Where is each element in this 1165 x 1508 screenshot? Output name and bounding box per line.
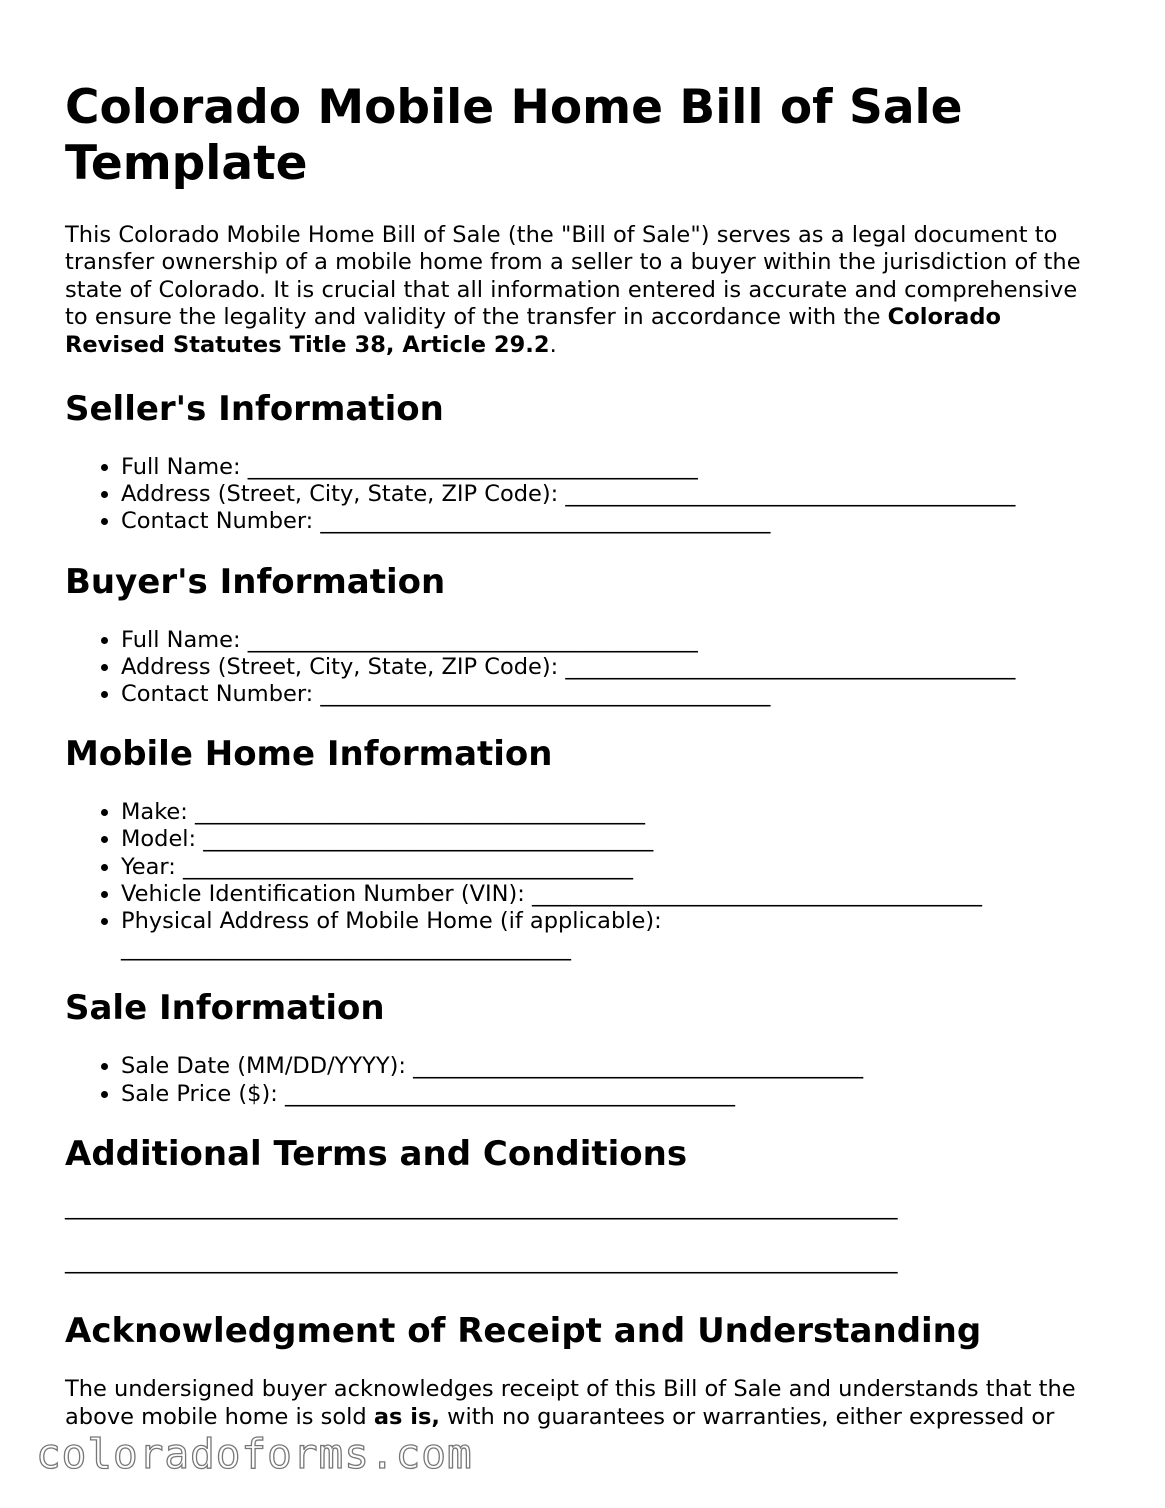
buyer-address-field[interactable]: • Address (Street, City, State, ZIP Code): ________________________________________ (121, 654, 1105, 681)
seller-contact-field[interactable]: • Contact Number: ________________________________________ (121, 508, 1105, 535)
watermark: coloradoforms.com (36, 1430, 473, 1478)
sale-heading: Sale Information (65, 988, 385, 1029)
acknowledgment-heading: Acknowledgment of Receipt and Understanding (65, 1311, 982, 1352)
seller-list (65, 454, 1105, 536)
buyer-heading: Buyer's Information (65, 561, 446, 602)
sale-list (65, 1053, 1105, 1107)
intro-paragraph (65, 222, 1105, 359)
seller-address-field[interactable]: • Address (Street, City, State, ZIP Code): ________________________________________ (121, 481, 1105, 508)
vin-field[interactable]: • Vehicle Identification Number (VIN): ________________________________________ (121, 881, 1105, 908)
sale-price-field[interactable]: • Sale Price ($): ________________________________________ (121, 1081, 1105, 1108)
statute-reference: Colorado Revised Statutes Title 38, Article 29.2 (65, 304, 1002, 358)
sale-date-field[interactable]: • Sale Date (MM/DD/YYYY): ________________________________________ (121, 1053, 1105, 1080)
intro-text: This Colorado Mobile Home Bill of Sale (the "Bill of Sale") serves as a legal document to transfer ownership of a mobile home from a seller to a buyer within the jurisdiction of the state of Colorado. It is crucial that all information entered is accurate and comprehensive to ensure the legality and validity of the transfer in accordance with the (65, 222, 1081, 331)
mobile-home-list (65, 799, 1105, 962)
ack-text-after: with no guarantees or warranties, either expressed or (439, 1403, 1055, 1430)
terms-line[interactable]: __________________________________________________________________________ (65, 1248, 898, 1275)
intro-end: . (549, 331, 557, 358)
as-is-emphasis: as is, (373, 1403, 440, 1430)
acknowledgment-paragraph (65, 1376, 1105, 1430)
buyer-list (65, 627, 1105, 709)
model-field[interactable]: • Model: ________________________________________ (121, 826, 1105, 853)
mobile-home-heading: Mobile Home Information (65, 734, 553, 775)
terms-lines (65, 1194, 1105, 1276)
make-field[interactable]: • Make: ________________________________________ (121, 799, 1105, 826)
terms-heading: Additional Terms and Conditions (65, 1133, 688, 1174)
seller-heading: Seller's Information (65, 389, 444, 430)
buyer-contact-field[interactable]: • Contact Number: ________________________________________ (121, 681, 1105, 708)
seller-full-name-field[interactable]: • Full Name: ________________________________________ (121, 454, 1105, 481)
buyer-full-name-field[interactable]: • Full Name: ________________________________________ (121, 627, 1105, 654)
physical-address-field[interactable]: • Physical Address of Mobile Home (if applicable): ________________________________________ (121, 908, 741, 962)
document-title: Colorado Mobile Home Bill of Sale Template (65, 80, 963, 191)
document-page (65, 80, 1105, 1431)
ack-text-before: The undersigned buyer acknowledges receipt of this Bill of Sale and understands that the above mobile home is sold (65, 1376, 1076, 1430)
terms-line[interactable]: __________________________________________________________________________ (65, 1193, 898, 1220)
year-field[interactable]: • Year: ________________________________________ (121, 854, 1105, 881)
